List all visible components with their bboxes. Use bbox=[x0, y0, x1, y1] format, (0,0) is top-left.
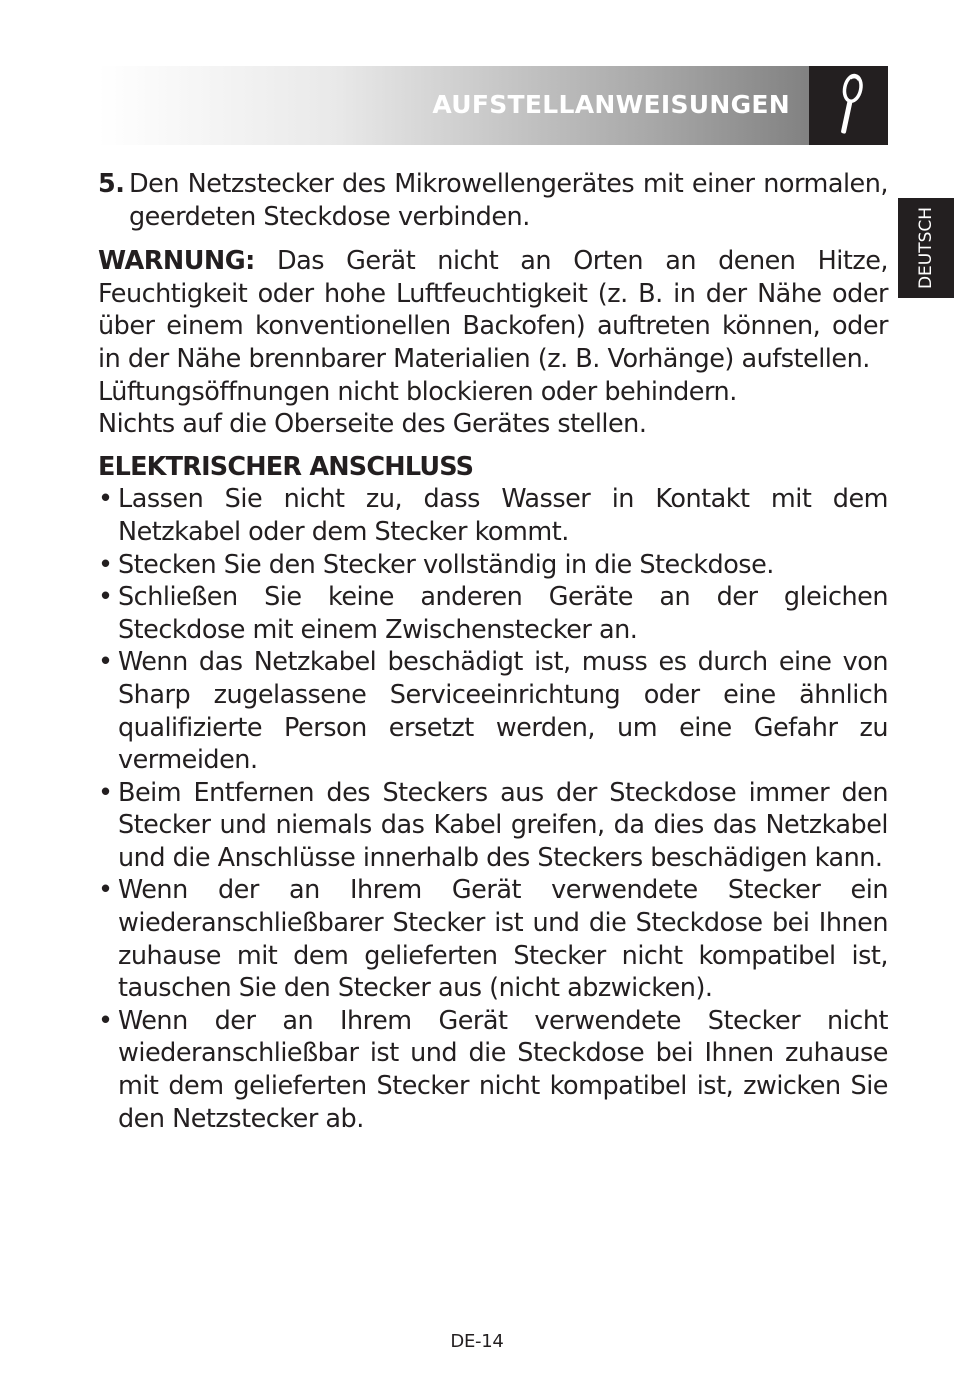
warning-text: Das Gerät nicht an Orten an denen Hitze, Feuchtigkeit oder hohe Luftfeuchtigkeit (z. B. in der Nähe oder über einem konventionellen Backofen) auftreten können, oder in der Nähe brennbarer Materialien (z. B. Vorhänge) aufstellen. bbox=[98, 246, 889, 374]
list-item-text: Stecken Sie den Stecker vollständig in die Steckdose. bbox=[118, 549, 774, 580]
electrical-section-title: ELEKTRISCHER ANSCHLUSS bbox=[98, 451, 474, 482]
section-title: AUFSTELLANWEISUNGEN bbox=[432, 90, 790, 119]
section-header bbox=[98, 66, 888, 145]
list-item-text: Beim Entfernen des Steckers aus der Steckdose immer den Stecker und niemals das Kabel greifen, da dies das Netzkabel und die Anschlüsse innerhalb des Steckers beschädigen kann. bbox=[118, 777, 888, 873]
list-item bbox=[98, 874, 888, 1004]
bullet: • bbox=[98, 1005, 113, 1036]
warning-ventilation: Lüftungsöffnungen nicht blockieren oder behindern. bbox=[98, 376, 737, 407]
bullet: • bbox=[98, 647, 113, 678]
page-number: DE-14 bbox=[450, 1331, 504, 1352]
list-item bbox=[98, 549, 888, 582]
language-tab-label: DEUTSCH bbox=[916, 206, 936, 290]
list-item-text: Lassen Sie nicht zu, dass Wasser in Kontakt mit dem Netzkabel oder dem Stecker kommt. bbox=[118, 484, 888, 547]
header-icon-box bbox=[809, 66, 888, 145]
list-item bbox=[98, 777, 888, 875]
list-item-text: Schließen Sie keine anderen Geräte an der gleichen Steckdose mit einem Zwischenstecker an. bbox=[118, 582, 888, 645]
list-item bbox=[98, 646, 888, 776]
step-number: 5. bbox=[98, 169, 125, 199]
magnifier-icon bbox=[809, 66, 888, 145]
bullet: • bbox=[98, 484, 113, 515]
list-item bbox=[98, 581, 888, 646]
electrical-list bbox=[98, 483, 888, 1135]
list-item-text: Wenn der an Ihrem Gerät verwendete Stecker nicht wiederanschließbar ist und die Steckdose bei Ihnen zuhause mit dem gelieferten Stecker nicht kompatibel ist, zwicken Sie den Netzstecker ab. bbox=[118, 1005, 888, 1134]
step-5 bbox=[98, 168, 888, 233]
warning-label: WARNUNG: bbox=[98, 246, 255, 277]
list-item bbox=[98, 1005, 888, 1135]
bullet: • bbox=[98, 549, 113, 580]
list-item-text: Wenn das Netzkabel beschädigt ist, muss es durch eine von Sharp zugelassene Serviceeinrichtung oder eine ähnlich qualifizierte Person ersetzt werden, um eine Gefahr zu vermeiden. bbox=[118, 647, 888, 776]
warning-paragraph bbox=[98, 245, 888, 375]
list-item-text: Wenn der an Ihrem Gerät verwendete Stecker ein wiederanschließbarer Stecker ist und die Steckdose bei Ihnen zuhause mit dem gelieferten Stecker nicht kompatibel ist, tauschen Sie den Stecker aus (nicht abzwicken). bbox=[118, 875, 888, 1004]
list-item bbox=[98, 483, 888, 548]
bullet: • bbox=[98, 777, 113, 808]
warning-top-surface: Nichts auf die Oberseite des Gerätes stellen. bbox=[98, 409, 647, 440]
bullet: • bbox=[98, 875, 113, 906]
page-content bbox=[98, 168, 888, 1135]
step-text: Den Netzstecker des Mikrowellengerätes mit einer normalen, geerdeten Steckdose verbinden. bbox=[129, 169, 888, 232]
language-tab bbox=[898, 198, 954, 298]
bullet: • bbox=[98, 582, 113, 613]
